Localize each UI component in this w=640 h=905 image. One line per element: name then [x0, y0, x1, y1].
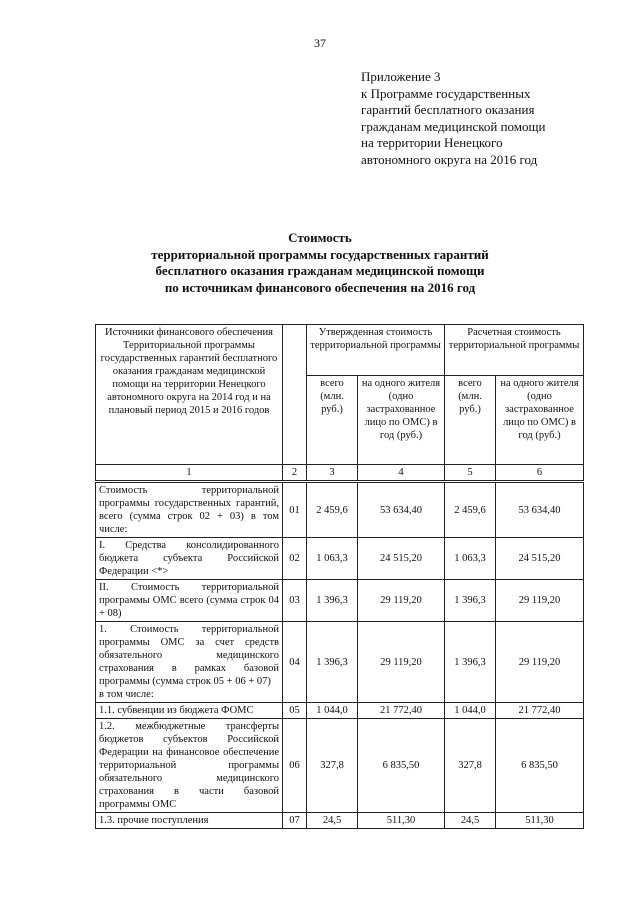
- appendix-line: автономного округа на 2016 год: [361, 151, 538, 167]
- document-title: [0, 230, 640, 296]
- appendix-line: на территории Ненецкого: [361, 135, 503, 150]
- row-name: 1. Стоимость территориальной программы ОМС за счет средств обязательного медицинского страхования в рамках базовой программы (сумма строк 05 + 06 + 07): [99, 624, 279, 687]
- title-line: территориальной программы государственных гарантий: [151, 246, 489, 262]
- appendix-line: гражданам медицинской помощи: [361, 118, 546, 134]
- approved-total: 1 044,0: [307, 703, 358, 719]
- approved-per-capita: 511,30: [358, 813, 445, 829]
- estimated-per-capita: 6 835,50: [496, 719, 584, 813]
- column-number: 1: [96, 465, 283, 482]
- estimated-total: 24,5: [445, 813, 496, 829]
- row-name-cell: [96, 622, 283, 703]
- approved-total: 1 396,3: [307, 580, 358, 622]
- page-number: 37: [314, 36, 326, 50]
- table-row: [96, 580, 584, 622]
- header-approved-per-capita: на одного жителя (одно застрахованное лицо по ОМС) в год (руб.): [358, 376, 445, 465]
- title-line: по источникам финансового обеспечения на 2016 год: [164, 279, 476, 295]
- row-name: 1.3. прочие поступления: [96, 813, 283, 829]
- table-row: [96, 703, 584, 719]
- title-line: бесплатного оказания гражданам медицинской помощи: [155, 263, 485, 278]
- header-approved: Утвержденная стоимость территориальной программы: [307, 325, 445, 376]
- appendix-line: Приложение 3: [361, 69, 441, 84]
- row-code: 03: [283, 580, 307, 622]
- row-code: 05: [283, 703, 307, 719]
- column-number: 2: [283, 465, 307, 482]
- estimated-per-capita: 29 119,20: [496, 580, 584, 622]
- row-name: I. Средства консолидированного бюджета субъекта Российской Федерации <*>: [96, 538, 283, 580]
- approved-per-capita: 29 119,20: [358, 622, 445, 703]
- row-name-extra: в том числе:: [99, 689, 154, 700]
- header-estimated-total: всего (млн. руб.): [445, 376, 496, 465]
- estimated-total: 327,8: [445, 719, 496, 813]
- approved-per-capita: 24 515,20: [358, 538, 445, 580]
- row-code: 07: [283, 813, 307, 829]
- approved-total: 2 459,6: [307, 482, 358, 538]
- row-code: 04: [283, 622, 307, 703]
- appendix-note: [361, 69, 545, 168]
- column-number: 5: [445, 465, 496, 482]
- estimated-per-capita: 53 634,40: [496, 482, 584, 538]
- column-number: 4: [358, 465, 445, 482]
- title-line: Стоимость: [288, 230, 352, 245]
- approved-total: 327,8: [307, 719, 358, 813]
- row-name: Стоимость территориальной программы государственных гарантий, всего (сумма строк 02 + 03) в том числе:: [96, 482, 283, 538]
- table-row: [96, 719, 584, 813]
- row-name: 1.2. межбюджетные трансферты бюджетов субъектов Российской Федерации на финансовое обеспечение территориальной программы обязательного медицинского страхования в части базовой программы ОМС: [96, 719, 283, 813]
- approved-total: 1 396,3: [307, 622, 358, 703]
- approved-per-capita: 29 119,20: [358, 580, 445, 622]
- row-code: 06: [283, 719, 307, 813]
- header-source: Источники финансового обеспечения Территориальной программы государственных гарантий бесплатного оказания гражданам медицинской помощи на территории Ненецкого автономного округа на 2014 год и на плановый период 2015 и 2016 годов: [96, 325, 283, 465]
- cost-table: [95, 324, 584, 829]
- header-estimated-per-capita: на одного жителя (одно застрахованное лицо по ОМС) в год (руб.): [496, 376, 584, 465]
- table-row: [96, 482, 584, 538]
- row-code: 01: [283, 482, 307, 538]
- row-name: 1.1. субвенции из бюджета ФОМС: [96, 703, 283, 719]
- estimated-total: 1 063,3: [445, 538, 496, 580]
- header-approved-total: всего (млн. руб.): [307, 376, 358, 465]
- column-number: 6: [496, 465, 584, 482]
- approved-per-capita: 6 835,50: [358, 719, 445, 813]
- column-numbers-row: [96, 465, 584, 482]
- estimated-per-capita: 24 515,20: [496, 538, 584, 580]
- table-header-row: [96, 325, 584, 376]
- table-row: [96, 813, 584, 829]
- estimated-total: 1 044,0: [445, 703, 496, 719]
- row-name: II. Стоимость территориальной программы ОМС всего (сумма строк 04 + 08): [96, 580, 283, 622]
- appendix-line: гарантий бесплатного оказания: [361, 102, 535, 117]
- table-row: [96, 538, 584, 580]
- column-number: 3: [307, 465, 358, 482]
- estimated-total: 1 396,3: [445, 622, 496, 703]
- approved-per-capita: 53 634,40: [358, 482, 445, 538]
- approved-total: 24,5: [307, 813, 358, 829]
- estimated-per-capita: 511,30: [496, 813, 584, 829]
- estimated-total: 1 396,3: [445, 580, 496, 622]
- estimated-total: 2 459,6: [445, 482, 496, 538]
- header-code: [283, 325, 307, 465]
- header-estimated: Расчетная стоимость территориальной программы: [445, 325, 584, 376]
- approved-per-capita: 21 772,40: [358, 703, 445, 719]
- row-code: 02: [283, 538, 307, 580]
- table-row: [96, 622, 584, 703]
- estimated-per-capita: 21 772,40: [496, 703, 584, 719]
- approved-total: 1 063,3: [307, 538, 358, 580]
- estimated-per-capita: 29 119,20: [496, 622, 584, 703]
- appendix-line: к Программе государственных: [361, 85, 531, 101]
